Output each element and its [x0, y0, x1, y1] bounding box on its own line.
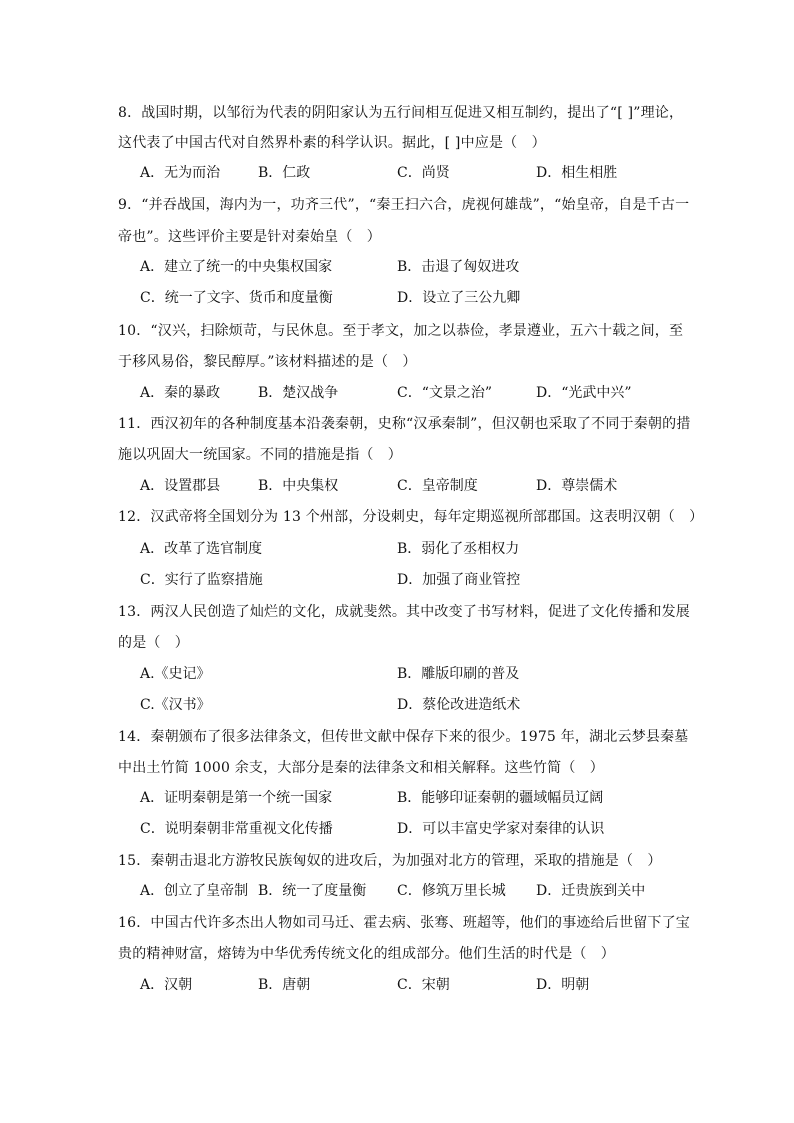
answer-option: B．能够印证秦朝的疆域幅员辽阔 [397, 790, 604, 806]
answer-option: C.《汉书》 [140, 697, 211, 713]
question-stem-line: 10．“汉兴，扫除烦苛，与民休息。至于孝文，加之以恭俭，孝景遵业，五六十载之间，至 [118, 323, 684, 339]
question-stem-line: 于移风易俗，黎民醇厚。”该材料描述的是（ ） [118, 354, 417, 370]
question-stem-line: 13．两汉人民创造了灿烂的文化，成就斐然。其中改变了书写材料，促进了文化传播和发展 [118, 604, 691, 620]
question-stem-line: 的是（ ） [118, 635, 189, 651]
answer-option: D．可以丰富史学家对秦律的认识 [397, 821, 605, 837]
answer-option: D．加强了商业管控 [397, 572, 521, 588]
question-stem-line: 中出土竹简 1000 余支，大部分是秦的法律条文和相关解释。这些竹简（ ） [118, 760, 604, 776]
answer-option: C．皇帝制度 [397, 478, 478, 494]
answer-option: A．无为而治 [140, 165, 221, 181]
answer-option: C．说明秦朝非常重视文化传播 [140, 821, 333, 837]
answer-option: C．宋朝 [397, 977, 450, 993]
answer-option: A．创立了皇帝制 [140, 883, 249, 899]
answer-option: B．统一了度量衡 [258, 883, 367, 899]
answer-option: B．唐朝 [258, 977, 311, 993]
answer-option: B．仁政 [258, 165, 311, 181]
answer-option: A．证明秦朝是第一个统一国家 [140, 790, 333, 806]
answer-option: C．实行了监察措施 [140, 572, 263, 588]
answer-option: C．“文景之治” [397, 385, 493, 401]
answer-option: D．迁贵族到关中 [536, 883, 646, 899]
answer-option: B．楚汉战争 [258, 385, 339, 401]
question-stem-line: 这代表了中国古代对自然界朴素的科学认识。据此，[ ]中应是（ ） [118, 135, 546, 151]
answer-option: C．统一了文字、货币和度量衡 [140, 290, 333, 306]
answer-option: D．蔡伦改进造纸术 [397, 697, 521, 713]
question-stem-line: 12．汉武帝将全国划分为 13 个州部，分设刺史，每年定期巡视所部郡国。这表明汉朝（ ） [118, 509, 704, 525]
answer-option: B．击退了匈奴进攻 [397, 259, 520, 275]
answer-option: A．汉朝 [140, 977, 193, 993]
answer-option: A．建立了统一的中央集权国家 [140, 259, 333, 275]
answer-option: A.《史记》 [140, 666, 211, 682]
answer-option: B．中央集权 [258, 478, 339, 494]
answer-option: A．设置郡县 [140, 478, 221, 494]
question-stem-line: 16．中国古代许多杰出人物如司马迁、霍去病、张骞、班超等，他们的事迹给后世留下了宝 [118, 915, 691, 931]
question-stem-line: 8．战国时期，以邹衍为代表的阴阳家认为五行间相互促进又相互制约，提出了“[ ]”理论， [118, 105, 684, 121]
answer-option: D．相生相胜 [536, 165, 618, 181]
answer-option: A．秦的暴政 [140, 385, 221, 401]
answer-option: B．雕版印刷的普及 [397, 666, 520, 682]
question-stem-line: 帝也”。这些评价主要是针对秦始皇（ ） [118, 229, 381, 245]
answer-option: B．弱化了丞相权力 [397, 541, 520, 557]
answer-option: D．“光武中兴” [536, 385, 632, 401]
answer-option: D．明朝 [536, 977, 590, 993]
answer-option: C．尚贤 [397, 165, 450, 181]
question-stem-line: 15．秦朝击退北方游牧民族匈奴的进攻后，为加强对北方的管理，采取的措施是（ ） [118, 853, 662, 869]
answer-option: D．设立了三公九卿 [397, 290, 521, 306]
answer-option: C．修筑万里长城 [397, 883, 506, 899]
question-stem-line: 施以巩固大一统国家。不同的措施是指（ ） [118, 447, 402, 463]
answer-option: D．尊崇儒术 [536, 478, 618, 494]
question-stem-line: 贵的精神财富，熔铸为中华优秀传统文化的组成部分。他们生活的时代是（ ） [118, 946, 615, 962]
answer-option: A．改革了选官制度 [140, 541, 263, 557]
question-stem-line: 9．“并吞战国，海内为一，功齐三代”，“秦王扫六合，虎视何雄哉”，“始皇帝，自是千古一 [118, 197, 690, 213]
question-stem-line: 14．秦朝颁布了很多法律条文，但传世文献中保存下来的很少。1975 年，湖北云梦县秦墓 [118, 729, 689, 745]
question-stem-line: 11．西汉初年的各种制度基本沿袭秦朝，史称“汉承秦制”，但汉朝也采取了不同于秦朝的措 [118, 416, 691, 432]
